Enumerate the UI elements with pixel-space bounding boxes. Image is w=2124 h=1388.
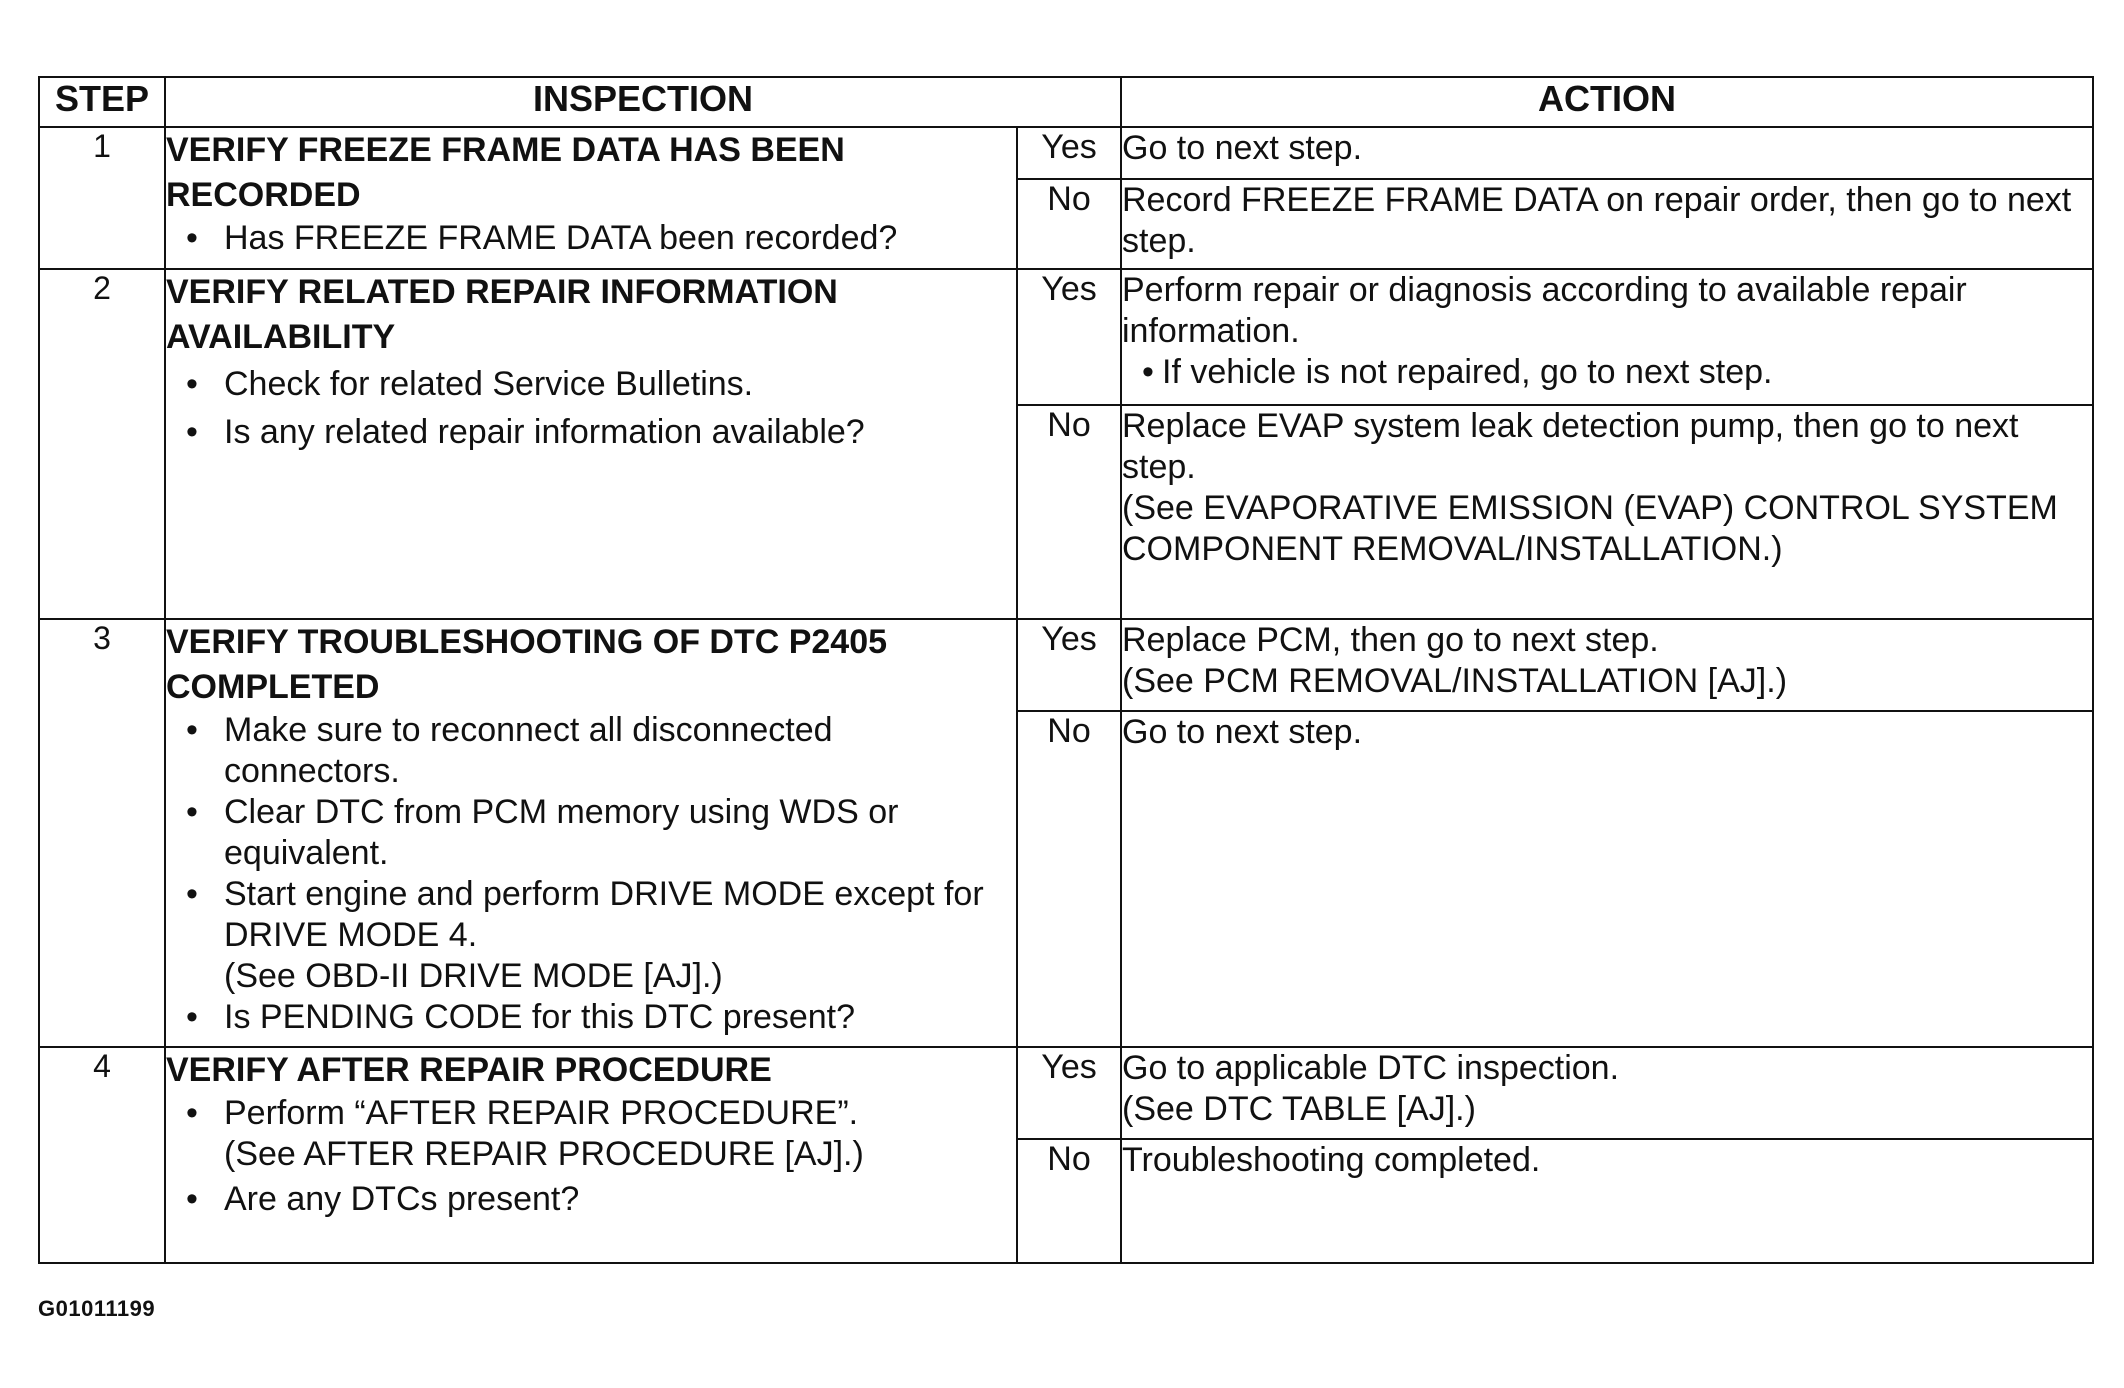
inspection-title: VERIFY FREEZE FRAME DATA HAS BEEN RECORDED	[166, 131, 845, 214]
bullet-reference: (See OBD-II DRIVE MODE [AJ].)	[224, 957, 723, 995]
inspection-cell	[165, 619, 1017, 1047]
inspection-bullet	[166, 1093, 1016, 1175]
yes-action-cell	[1121, 269, 2093, 405]
header-step: STEP	[39, 77, 165, 127]
inspection-bullet: • Is PENDING CODE for this DTC present?	[166, 997, 1016, 1038]
inspection-bullet	[166, 874, 1016, 997]
step-number: 3	[39, 619, 165, 1047]
bullet-reference: (See AFTER REPAIR PROCEDURE [AJ].)	[224, 1135, 864, 1173]
yes-label: Yes	[1017, 269, 1121, 405]
yes-action-cell	[1121, 619, 2093, 711]
action-bullet: • If vehicle is not repaired, go to next step.	[1122, 352, 2092, 393]
yes-action: Go to applicable DTC inspection.	[1122, 1049, 1620, 1087]
action-reference: (See EVAPORATIVE EMISSION (EVAP) CONTROL SYSTEM COMPONENT REMOVAL/INSTALLATION.)	[1122, 489, 2058, 568]
table-row	[39, 127, 2093, 179]
no-label: No	[1017, 405, 1121, 619]
bullet-text: Start engine and perform DRIVE MODE except for DRIVE MODE 4.	[224, 875, 984, 954]
figure-id: G01011199	[38, 1296, 156, 1321]
inspection-bullet: • Make sure to reconnect all disconnected connectors.	[166, 710, 1016, 792]
no-action: Replace EVAP system leak detection pump, then go to next step.	[1122, 407, 2019, 486]
bullet-text: Perform “AFTER REPAIR PROCEDURE”.	[224, 1094, 859, 1132]
no-action-cell	[1121, 405, 2093, 619]
yes-label: Yes	[1017, 127, 1121, 179]
header-action: ACTION	[1121, 77, 2093, 127]
step-number: 1	[39, 127, 165, 269]
table-header-row	[39, 77, 2093, 127]
no-label: No	[1017, 179, 1121, 269]
inspection-bullet: • Are any DTCs present?	[166, 1179, 1016, 1220]
diagnostic-table-container	[38, 76, 2094, 1264]
table-row	[39, 269, 2093, 405]
yes-action-cell	[1121, 1047, 2093, 1139]
inspection-bullet: • Check for related Service Bulletins.	[166, 360, 1016, 408]
inspection-bullet: • Has FREEZE FRAME DATA been recorded?	[166, 218, 1016, 259]
inspection-title: VERIFY RELATED REPAIR INFORMATION AVAILABILITY	[166, 273, 838, 356]
header-inspection: INSPECTION	[165, 77, 1121, 127]
action-reference: (See PCM REMOVAL/INSTALLATION [AJ].)	[1122, 662, 1788, 700]
no-label: No	[1017, 1139, 1121, 1263]
inspection-bullet: • Is any related repair information available?	[166, 408, 1016, 456]
inspection-title: VERIFY AFTER REPAIR PROCEDURE	[166, 1051, 772, 1089]
yes-action: Go to next step.	[1121, 127, 2093, 179]
no-action: Record FREEZE FRAME DATA on repair order, then go to next step.	[1121, 179, 2093, 269]
action-reference: (See DTC TABLE [AJ].)	[1122, 1090, 1476, 1128]
yes-label: Yes	[1017, 619, 1121, 711]
table-row	[39, 619, 2093, 711]
no-action: Go to next step.	[1121, 711, 2093, 1047]
table-row	[39, 1047, 2093, 1139]
no-label: No	[1017, 711, 1121, 1047]
inspection-title: VERIFY TROUBLESHOOTING OF DTC P2405 COMPLETED	[166, 623, 888, 706]
inspection-cell	[165, 1047, 1017, 1263]
yes-action: Replace PCM, then go to next step.	[1122, 621, 1659, 659]
inspection-bullet: • Clear DTC from PCM memory using WDS or equivalent.	[166, 792, 1016, 874]
yes-label: Yes	[1017, 1047, 1121, 1139]
no-action: Troubleshooting completed.	[1121, 1139, 2093, 1263]
step-number: 2	[39, 269, 165, 619]
inspection-cell	[165, 269, 1017, 619]
yes-action: Perform repair or diagnosis according to available repair information.	[1122, 271, 1967, 350]
step-number: 4	[39, 1047, 165, 1263]
diagnostic-procedure-table	[38, 76, 2094, 1264]
inspection-cell	[165, 127, 1017, 269]
